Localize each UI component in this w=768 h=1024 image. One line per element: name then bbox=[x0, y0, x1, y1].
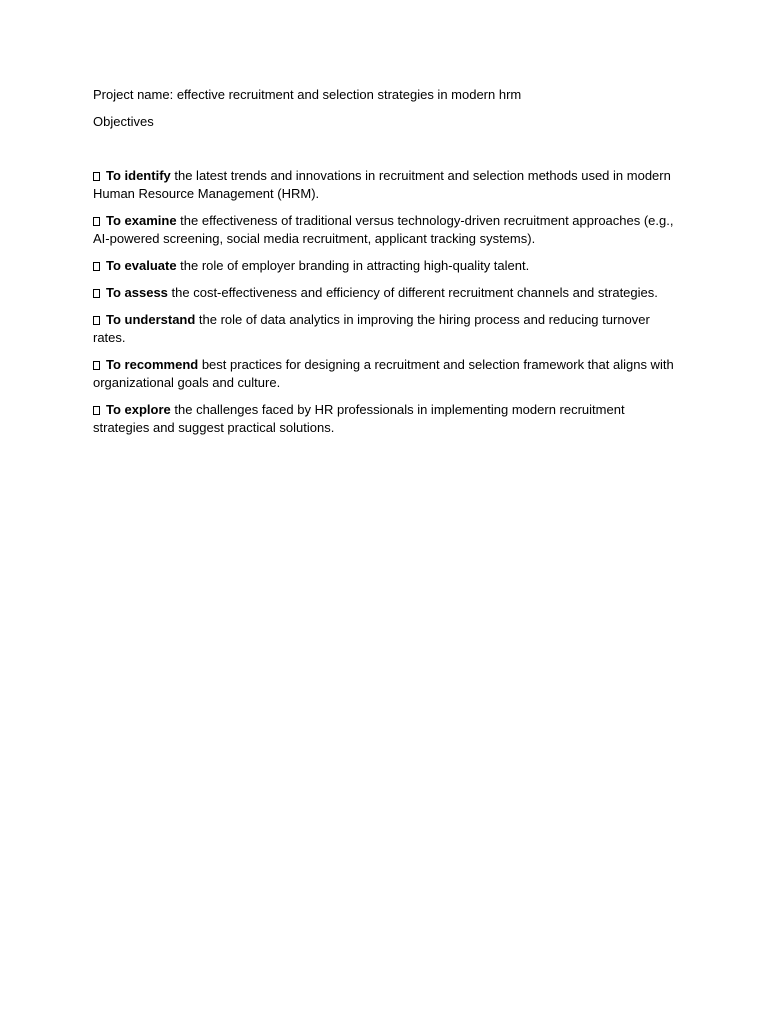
objective-text: the latest trends and innovations in recruitment and selection methods used in modern Human Resource Management (HRM). bbox=[93, 168, 671, 201]
objective-text: the role of data analytics in improving the hiring process and reducing turnover rates. bbox=[93, 312, 650, 345]
objective-item bbox=[93, 167, 678, 203]
missing-glyph-icon bbox=[93, 289, 100, 298]
objective-lead: To examine bbox=[106, 213, 177, 228]
missing-glyph-icon bbox=[93, 217, 100, 226]
objective-item bbox=[93, 257, 678, 275]
objective-text: the effectiveness of traditional versus technology-driven recruitment approaches (e.g., AI-powered screening, social media recruitment, applicant tracking systems). bbox=[93, 213, 674, 246]
objective-lead: To recommend bbox=[106, 357, 199, 372]
project-name: Project name: effective recruitment and selection strategies in modern hrm bbox=[93, 87, 522, 102]
objective-lead: To explore bbox=[106, 402, 171, 417]
missing-glyph-icon bbox=[93, 262, 100, 271]
objectives-heading: Objectives bbox=[93, 114, 154, 129]
objective-text: the challenges faced by HR professionals in implementing modern recruitment strategies and suggest practical solutions. bbox=[93, 402, 625, 435]
objective-item bbox=[93, 401, 678, 437]
document-body bbox=[93, 86, 678, 446]
objective-lead: To understand bbox=[106, 312, 196, 327]
objective-item bbox=[93, 212, 678, 248]
objective-text: the role of employer branding in attracting high-quality talent. bbox=[176, 258, 530, 273]
missing-glyph-icon bbox=[93, 316, 100, 325]
objective-text: the cost-effectiveness and efficiency of different recruitment channels and strategies. bbox=[167, 285, 658, 300]
missing-glyph-icon bbox=[93, 172, 100, 181]
missing-glyph-icon bbox=[93, 361, 100, 370]
missing-glyph-icon bbox=[93, 406, 100, 415]
objective-item bbox=[93, 284, 678, 302]
objective-item bbox=[93, 356, 678, 392]
objective-item bbox=[93, 311, 678, 347]
objective-text: best practices for designing a recruitment and selection framework that aligns with organizational goals and culture. bbox=[93, 357, 674, 390]
objective-lead: To identify bbox=[106, 168, 171, 183]
objective-lead: To evaluate bbox=[106, 258, 177, 273]
objective-lead: To assess bbox=[106, 285, 168, 300]
